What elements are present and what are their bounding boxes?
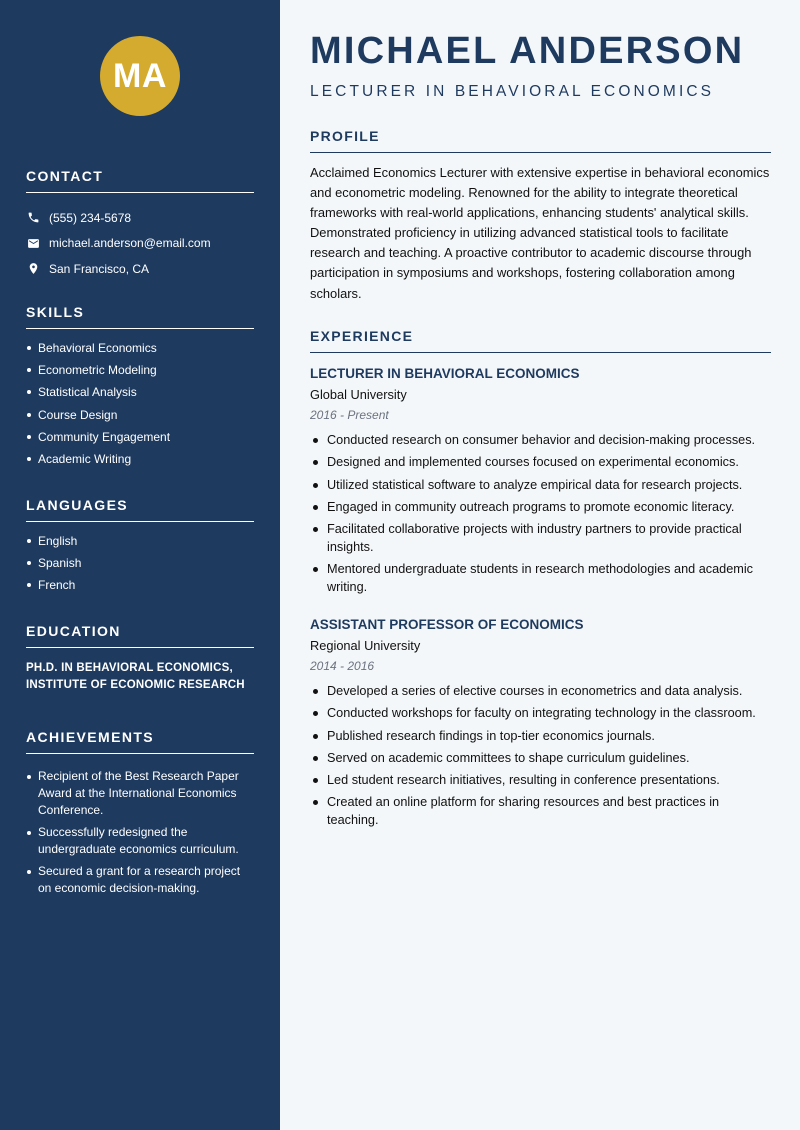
contact-location-text: San Francisco, CA	[49, 261, 150, 276]
job-bullets	[310, 682, 772, 829]
list-item: Facilitated collaborative projects with industry partners to provide practical insights.	[310, 520, 772, 556]
list-item: Led student research initiatives, resulting in conference presentations.	[310, 771, 772, 789]
job-dates: 2014 - 2016	[310, 659, 375, 673]
avatar: MA	[100, 36, 180, 116]
languages-section	[26, 497, 254, 601]
contact-phone	[26, 205, 254, 231]
list-item: Served on academic committees to shape curriculum guidelines.	[310, 749, 772, 767]
contact-location	[26, 256, 254, 282]
contact-email-text[interactable]: michael.anderson@email.com	[49, 236, 211, 251]
list-item: Published research findings in top-tier economics journals.	[310, 727, 772, 745]
sidebar	[0, 0, 280, 1130]
candidate-name: MICHAEL ANDERSON	[310, 30, 745, 72]
achievements-section	[26, 729, 254, 902]
education-degree: PH.D. IN BEHAVIORAL ECONOMICS, INSTITUTE OF ECONOMIC RESEARCH	[26, 662, 245, 691]
list-item: Community Engagement	[26, 430, 254, 444]
list-item: Course Design	[26, 408, 254, 422]
job-entry	[310, 616, 772, 834]
achievements-heading: ACHIEVEMENTS	[26, 729, 254, 754]
list-item: English	[26, 534, 254, 548]
education-heading: EDUCATION	[26, 623, 254, 648]
skills-list	[26, 341, 254, 466]
job-organization: Global University	[310, 387, 407, 402]
contact-phone-text[interactable]: (555) 234-5678	[49, 210, 132, 225]
list-item: Engaged in community outreach programs to promote economic literacy.	[310, 498, 772, 516]
contact-section	[26, 168, 254, 282]
list-item: Utilized statistical software to analyze empirical data for research projects.	[310, 476, 772, 494]
list-item: Created an online platform for sharing resources and best practices in teaching.	[310, 793, 772, 829]
job-entry	[310, 365, 772, 601]
list-item: Econometric Modeling	[26, 363, 254, 377]
contact-heading: CONTACT	[26, 168, 254, 193]
languages-heading: LANGUAGES	[26, 497, 254, 522]
list-item: French	[26, 578, 254, 592]
list-item: Statistical Analysis	[26, 385, 254, 399]
list-item: Mentored undergraduate students in research methodologies and academic writing.	[310, 560, 772, 596]
languages-list	[26, 534, 254, 592]
job-organization: Regional University	[310, 638, 421, 653]
list-item: Conducted workshops for faculty on integrating technology in the classroom.	[310, 704, 772, 722]
job-title: LECTURER IN BEHAVIORAL ECONOMICS	[310, 366, 580, 381]
experience-heading: EXPERIENCE	[310, 328, 771, 353]
skills-section	[26, 304, 254, 474]
skills-heading: SKILLS	[26, 304, 254, 329]
job-dates: 2016 - Present	[310, 408, 389, 422]
list-item: Conducted research on consumer behavior and decision-making processes.	[310, 431, 772, 449]
contact-email	[26, 231, 254, 257]
profile-heading: PROFILE	[310, 128, 771, 153]
achievements-list	[26, 768, 254, 897]
job-bullets	[310, 431, 772, 596]
list-item: Secured a grant for a research project on economic decision-making.	[26, 863, 254, 897]
location-pin-icon	[26, 262, 40, 276]
list-item: Successfully redesigned the undergraduate economics curriculum.	[26, 824, 254, 858]
phone-icon	[26, 211, 40, 225]
list-item: Spanish	[26, 556, 254, 570]
candidate-title: LECTURER IN BEHAVIORAL ECONOMICS	[310, 83, 715, 100]
job-title: ASSISTANT PROFESSOR OF ECONOMICS	[310, 617, 584, 632]
list-item: Developed a series of elective courses in econometrics and data analysis.	[310, 682, 772, 700]
email-icon	[26, 236, 40, 250]
list-item: Designed and implemented courses focused on experimental economics.	[310, 453, 772, 471]
education-section	[26, 623, 254, 694]
list-item: Behavioral Economics	[26, 341, 254, 355]
list-item: Recipient of the Best Research Paper Award at the International Economics Conference.	[26, 768, 254, 819]
list-item: Academic Writing	[26, 452, 254, 466]
profile-summary: Acclaimed Economics Lecturer with extensive expertise in behavioral economics and econometric modeling. Renowned for the ability to integrate theoretical frameworks with real-world applications, enhancing students' analytical skills. Demonstrated proficiency in utilizing advanced statistical tools to facilitate research and teaching. A proactive contributor to academic discourse through participation in symposiums and workshops, fostering collaboration among scholars.	[310, 165, 770, 301]
